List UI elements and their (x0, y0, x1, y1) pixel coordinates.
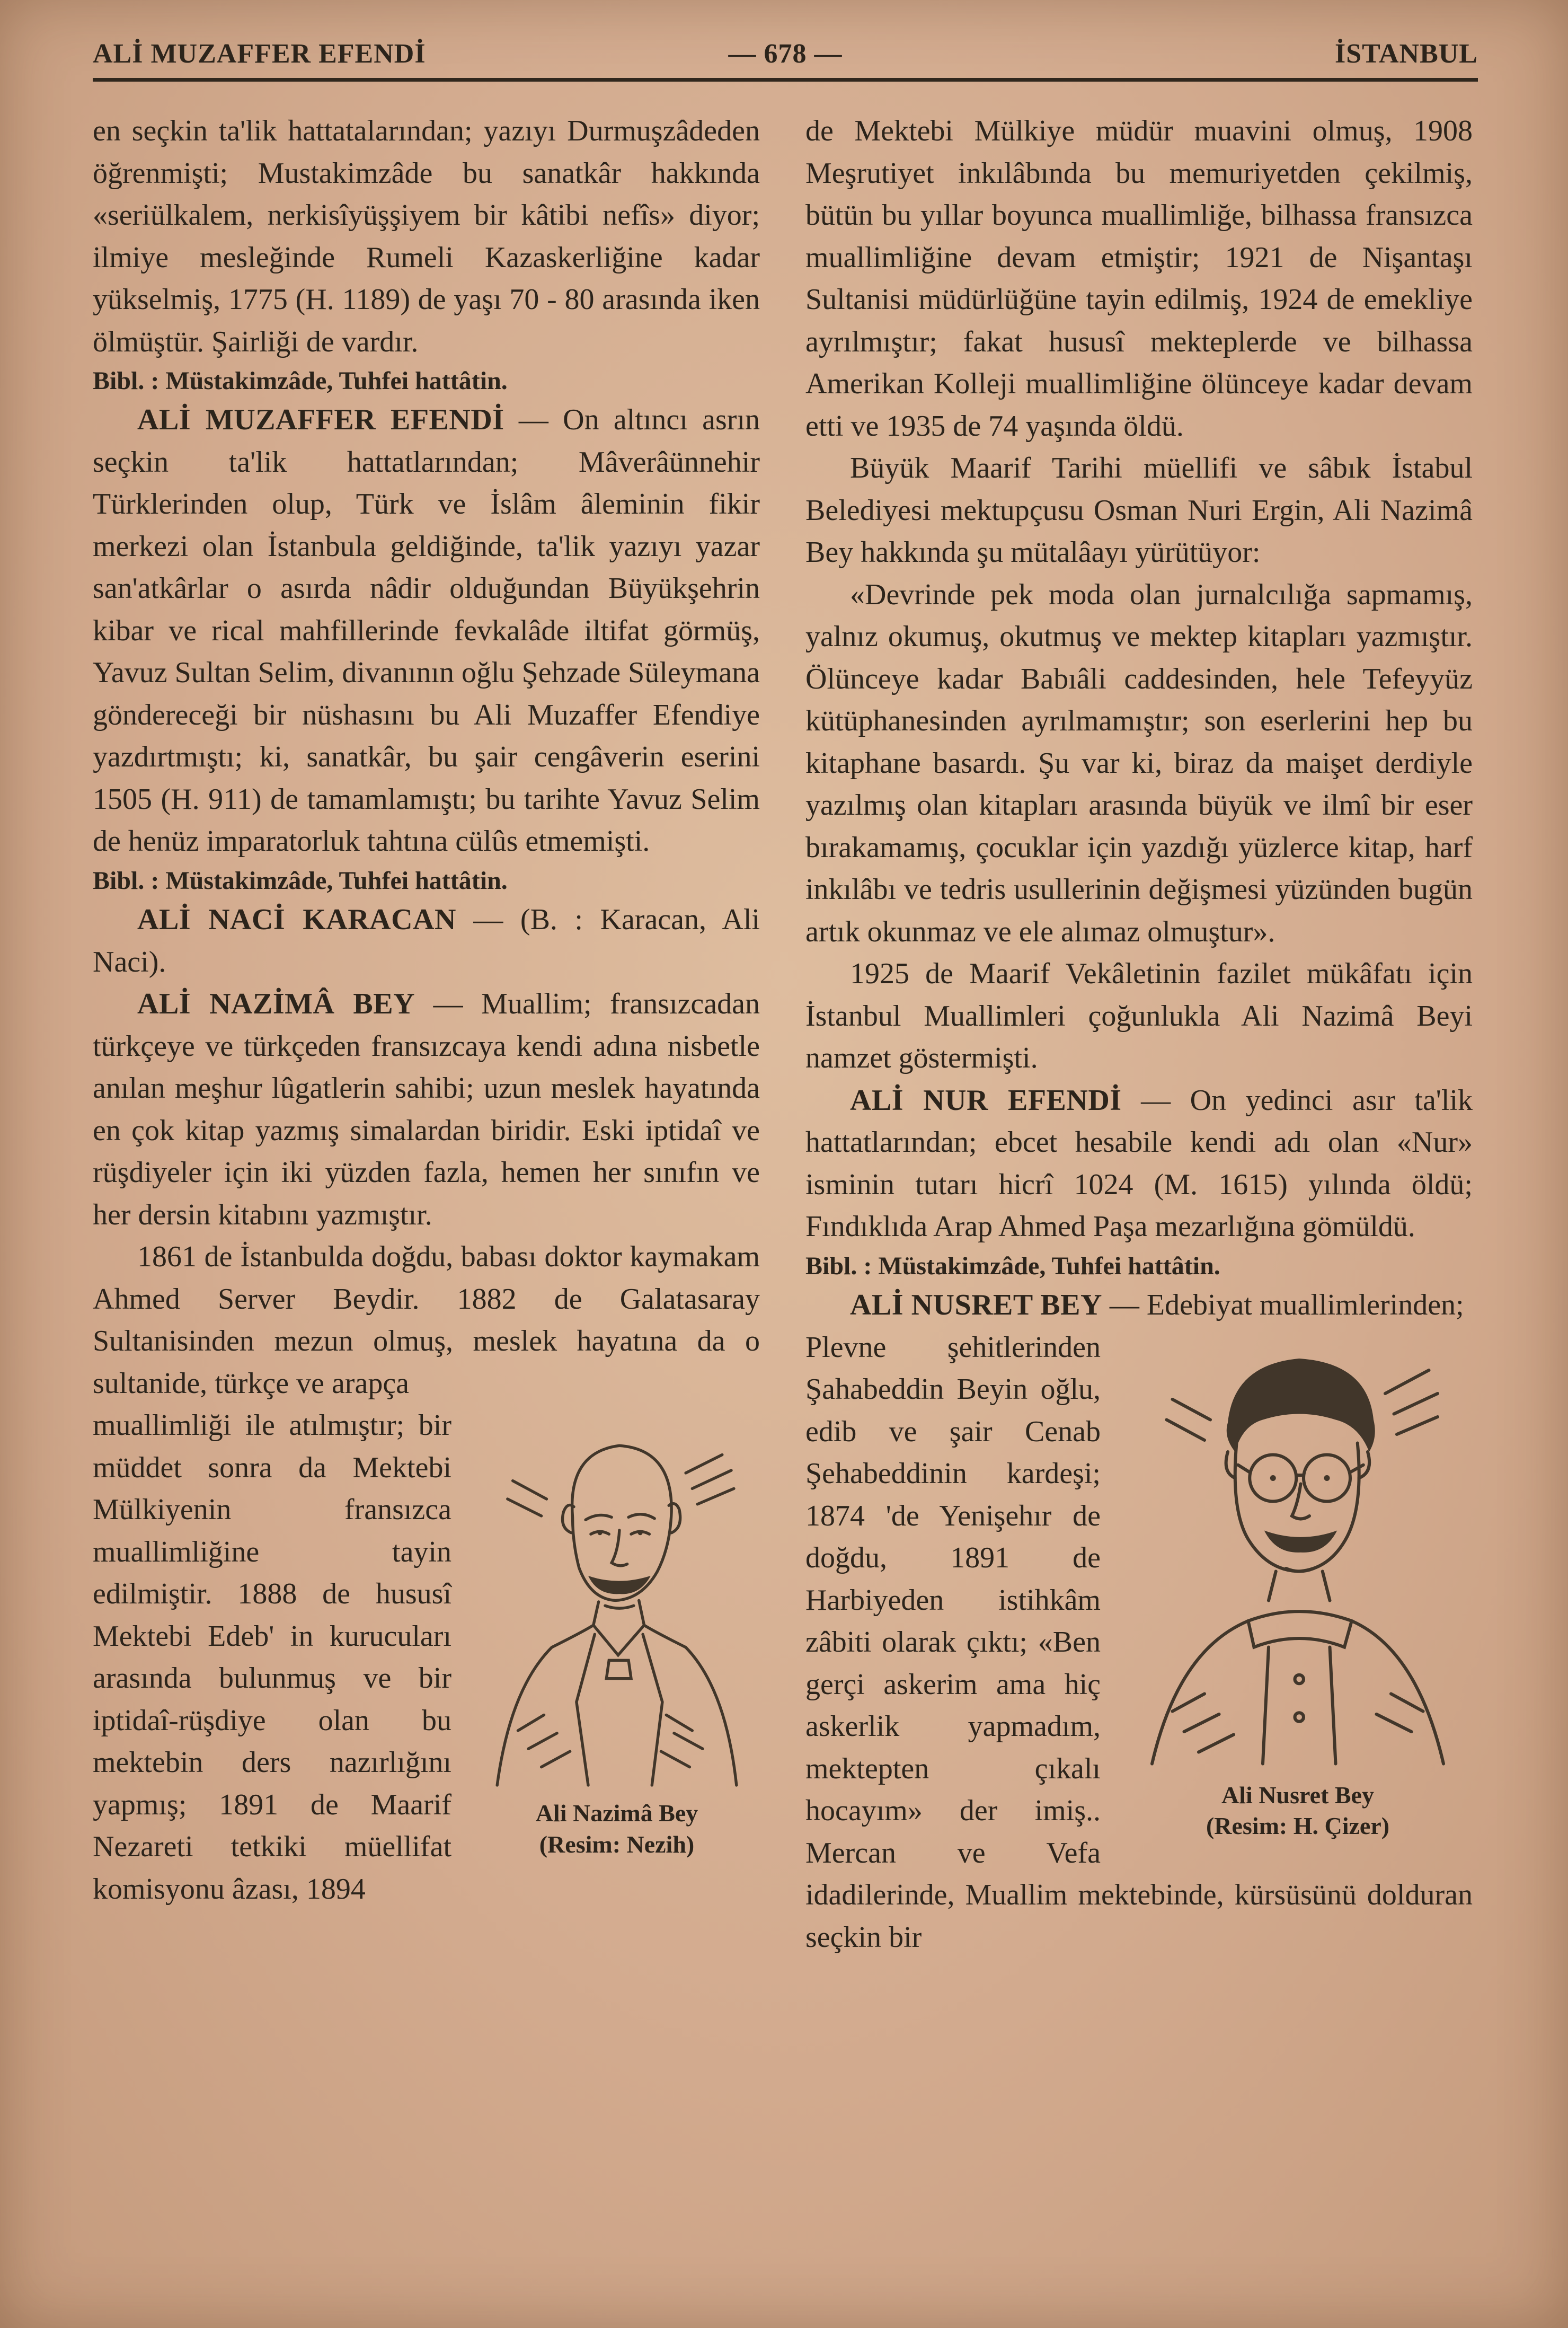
left-column (93, 110, 760, 1959)
right-column (805, 110, 1473, 1959)
paragraph-continuation: en seçkin ta'lik hattatalarından; yazıyı Durmuşzâdeden öğrenmişti; Mustakimzâde bu sanatkâr hakkında «seriülkalem, nerkisîyüşşiyem bir kâtibi nefîs» diyor; ilmiye mesleğinde Rumeli Kazaskerliğine kadar yükselmiş, 1775 (H. 1189) de yaşı 70 - 80 arasında iken ölmüştür. Şairliği de vardır. (93, 114, 760, 358)
figure-caption-credit: (Resim: Nezih) (539, 1830, 695, 1858)
entry-ali-nur-efendi (805, 1080, 1473, 1248)
paragraph: Büyük Maarif Tarihi müellifi ve sâbık İstabul Belediyesi mektupçusu Osman Nuri Ergin, Ali Nazimâ Bey hakkında şu mütalâayı yürütüyor: (805, 452, 1473, 569)
entry-ali-nazima-bey (93, 983, 760, 1236)
entry-text: — Muallim; fransızcadan türkçeye ve türkçeden fransızcaya kendi adına nisbetle anılan meşhur lûgatlerin sahibi; uzun meslek hayatında en çok kitap yazmış simalardan biridir. Eski iptidaî ve rüşdiyeler için iki yüzden fazla, hemen her sınıfın ve her dersin kitabını yazmıştır. (93, 987, 760, 1231)
two-column-body (93, 110, 1478, 1959)
entry-heading: ALİ MUZAFFER EFENDİ (137, 403, 504, 437)
bibliography-line: Bibl. : Müstakimzâde, Tuhfei hattâtin. (93, 367, 508, 395)
bibliography-line: Bibl. : Müstakimzâde, Tuhfei hattâtin. (805, 1251, 1220, 1280)
ali-nazima-bey-portrait-sketch (474, 1413, 760, 1791)
portrait-figure-ali-nazima-bey (474, 1413, 760, 1860)
figure-caption (1123, 1780, 1473, 1842)
running-header (93, 38, 1478, 69)
entry-heading: ALİ NUSRET BEY (850, 1289, 1102, 1322)
entry-ali-nusret-bey (805, 1284, 1473, 1327)
paragraph: 1861 de İstanbulda doğdu, babası doktor kaymakam Ahmed Server Beydir. 1882 de Galatasaray Sultanisinden mezun olmuş, meslek hayatına da o sultanide, türkçe ve arapça (93, 1240, 760, 1400)
page-number: — 678 — (728, 39, 843, 69)
paragraph-continuation: de Mektebi Mülkiye müdür muavini olmuş, 1908 Meşrutiyet inkılâbında bu memuriyetden çekilmiş, bütün bu yıllar boyunca muallimliğe, bilhassa fransızca muallimliğine devam etmiştir; 1921 de Nişantaşı Sultanisi müdürlüğüne tayin edilmiş, 1924 de emekliye ayrılmıştır; fakat hususî mekteplerde ve bilhassa Amerikan Kolleji muallimliğine ölünceye kadar devam etti ve 1935 de 74 yaşında öldü. (805, 114, 1473, 443)
entry-ali-naci-karacan (93, 899, 760, 983)
header-rule (93, 78, 1478, 82)
entry-text: — On altıncı asrın seçkin ta'lik hattatlarından; Mâverâünnehir Türklerinden olup, Türk ve İslâm âleminin fikir merkezi olan İstanbula geldiğinde, ta'lik yazıyı yazar san'atkârlar o asırda nâdir olduğundan Büyükşehrin kibar ve rical mahfillerinde fevkalâde iltifat görmüş, Yavuz Sultan Selim, divanının oğlu Şehzade Süleymana göndereceği bir nüshasını bu Ali Muzaffer Efendiye yazdırtmıştı; ki, sanatkâr, bu şair cengâverin eserini 1505 (H. 911) de tamamlamıştı; bu tarihte Yavuz Selim de henüz imparatorluk tahtına cülûs etmemişti. (93, 403, 760, 858)
ali-nusret-bey-portrait-sketch (1123, 1335, 1473, 1773)
figure-caption-name: Ali Nusret Bey (1221, 1781, 1374, 1809)
bibliography-line: Bibl. : Müstakimzâde, Tuhfei hattâtin. (93, 866, 508, 895)
paragraph-wrapped: Plevne şehitlerinden Şahabeddin Beyin oğlu, edib ve şair Cenab Şehabeddinin kardeşi; 1874 'de Yenişehır de doğdu, 1891 de Harbiyeden istihkâm zâbiti olarak çıktı; «Ben gerçi askerim ama hiç askerlik yapmadım, mektepten çıkalı hocayım» der imiş.. Mercan ve Vefa idadilerinde, Muallim mektebinde, kürsüsünü dolduran seçkin bir (805, 1330, 1473, 1954)
figure-caption-name: Ali Nazimâ Bey (535, 1800, 698, 1827)
entry-text: — Edebiyat muallimlerinden; (1102, 1289, 1464, 1322)
entry-heading: ALİ NACİ KARACAN (137, 903, 456, 937)
text-wrap-zone (805, 1327, 1473, 1959)
entry-text: — On yedinci asır ta'lik hattatlarından; ebcet hesabile kendi adı olan «Nur» isminin tutarı hicrî 1024 (M. 1615) yılında öldü; Fındıklıda Arap Ahmed Paşa mezarlığına gömüldü. (805, 1083, 1473, 1244)
paragraph-wrapped: muallimliği ile atılmıştır; bir müddet sonra da Mektebi Mülkiyenin fransızca muallimliğine tayin edilmiştir. 1888 de hususî Mektebi Edeb' in kurucuları arasında bulunmuş ve bir iptidaî-rüşdiye olan bu mektebin ders nazırlığını yapmış; 1891 de Maarif Nezareti tetkiki müellifat komisyonu âzası, 1894 (93, 1409, 451, 1906)
text-wrap-zone (93, 1405, 760, 1910)
figure-caption-credit: (Resim: H. Çizer) (1206, 1812, 1390, 1840)
figure-caption (474, 1798, 760, 1860)
entry-heading: ALİ NAZİMÂ BEY (137, 987, 415, 1021)
paragraph-quote: «Devrinde pek moda olan jurnalcılığa sapmamış, yalnız okumuş, okutmuş ve mektep kitapları yazmıştır. Ölünceye kadar Babıâli caddesinden, hele Tefeyyüz kütüphanesinden ayrılmamıştır; son eserlerini hep bu kitaphane basardı. Şu var ki, biraz da maişet derdiyle yazılmış olan kitapları arasında büyük ve ilmî bir eser bırakamamış, çocuklar için yazdığı yüzlerce kitap, harf inkılâbı ve tedris usullerinin değişmesi yüzünden bugün artık okunmaz ve ele alımaz olmuştur». (805, 578, 1473, 948)
entry-heading: ALİ NUR EFENDİ (850, 1083, 1122, 1117)
header-city: İSTANBUL (1334, 39, 1478, 69)
header-entry-title: ALİ MUZAFFER EFENDİ (93, 39, 426, 69)
entry-ali-muzaffer-efendi (93, 399, 760, 863)
entry-text: — (B. : Karacan, Ali Naci). (93, 903, 760, 978)
paragraph: 1925 de Maarif Vekâletinin fazilet mükâfatı için İstanbul Muallimleri çoğunlukla Ali Nazimâ Beyi namzet göstermişti. (805, 957, 1473, 1075)
portrait-figure-ali-nusret-bey (1123, 1335, 1473, 1842)
